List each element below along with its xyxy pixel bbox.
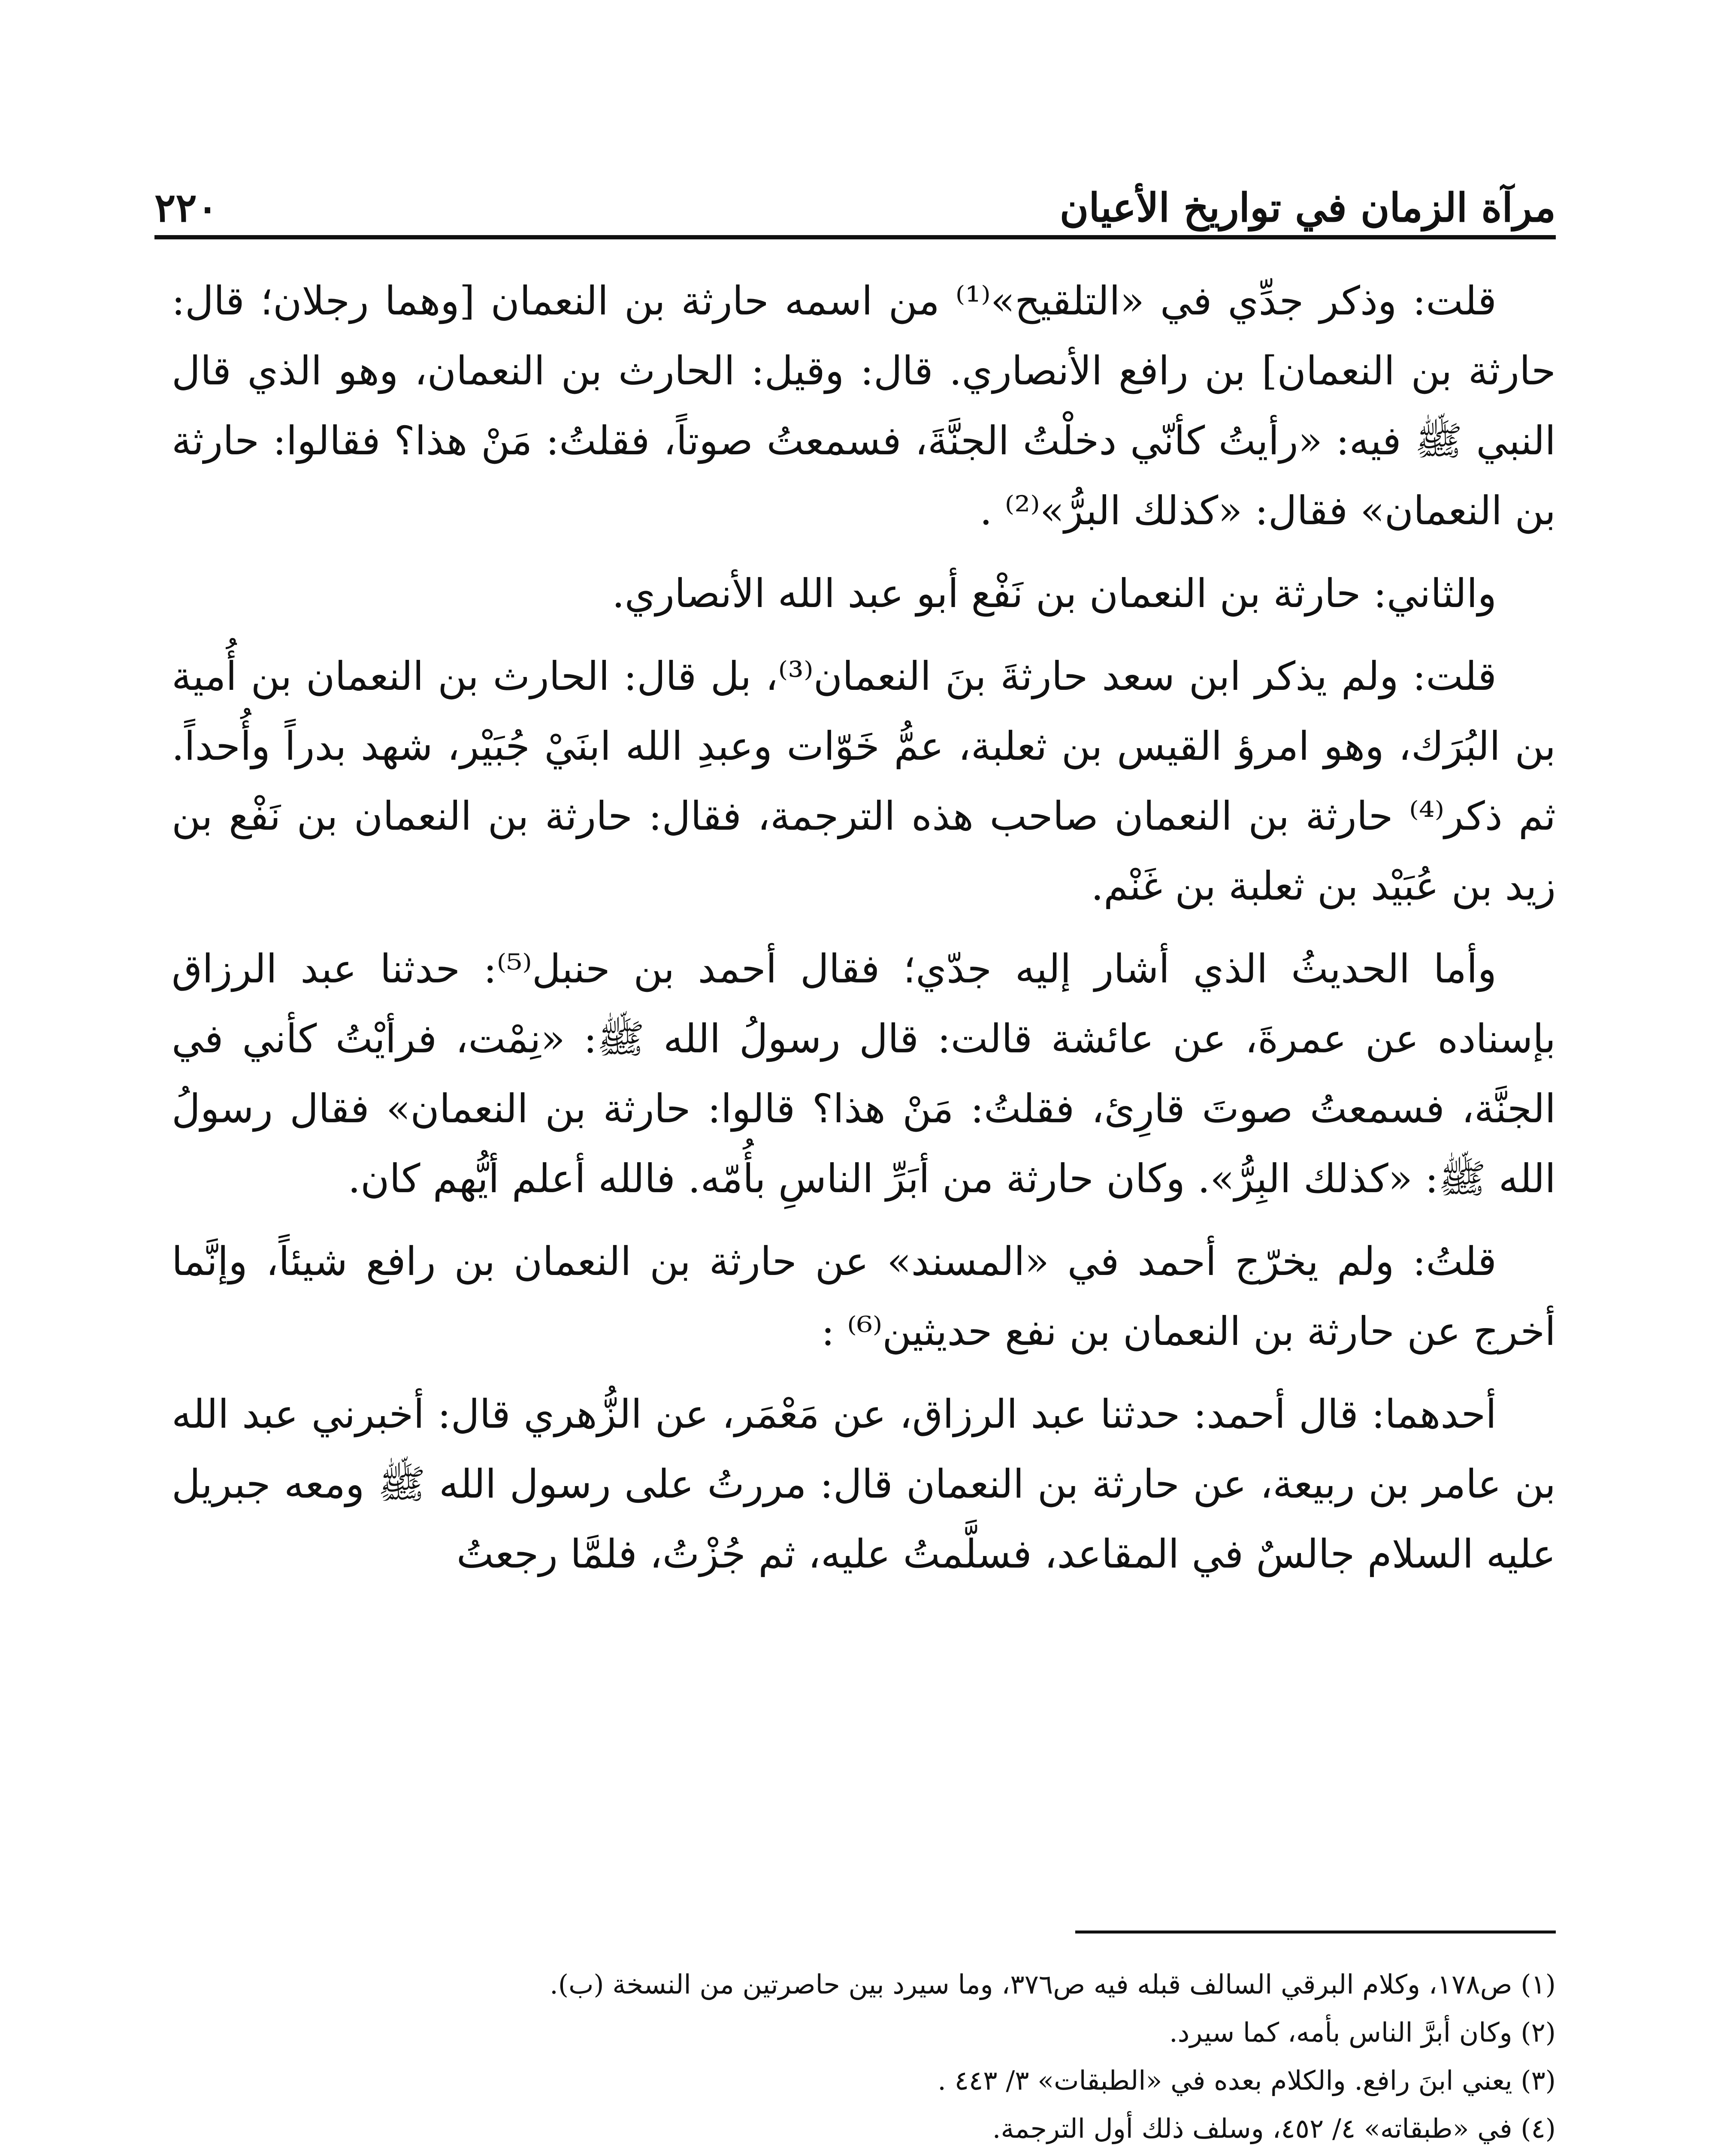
paragraph: قلت: وذكر جدِّي في «التلقيح»⁽¹⁾ من اسمه حارثة بن النعمان [وهما رجلان؛ قال: حارثة بن النعمان] بن رافع الأنصاري. قال: وقيل: الحارث بن النعمان، وهو الذي قال النبي ﷺ فيه: «رأيتُ كأنّي دخلْتُ الجنَّةَ، فسمعتُ صوتاً، فقلتُ: مَنْ هذا؟ فقالوا: حارثة بن النعمان» فقال: «كذلك البرُّ»⁽²⁾ . <box>172 278 1556 534</box>
page-number: ٢٢٠ <box>154 184 218 231</box>
footnote: (٣) يعني ابنَ رافع. والكلام بعده في «الطبقات» ٣/ ٤٤٣ . <box>938 2065 1556 2096</box>
footnotes <box>172 1961 1556 2145</box>
header-rule <box>154 235 1556 239</box>
footnote: (٢) وكان أبرَّ الناس بأمه، كما سيرد. <box>1169 2017 1556 2048</box>
paragraph: والثاني: حارثة بن النعمان بن نَفْع أبو عبد الله الأنصاري. <box>612 571 1497 616</box>
paragraph: قلت: ولم يذكر ابن سعد حارثةَ بنَ النعمان⁽³⁾، بل قال: الحارث بن النعمان بن أُمية بن البُرَك، وهو امرؤ القيس بن ثعلبة، عمُّ خَوّات وعبدِ الله ابنَيْ جُبَيْر، شهد بدراً وأُحداً. ثم ذكر⁽⁴⁾ حارثة بن النعمان صاحب هذه الترجمة، فقال: حارثة بن النعمان بن نَفْع بن زيد بن عُبَيْد بن ثعلبة بن غَنْم. <box>172 653 1556 909</box>
footnote-separator <box>1075 1930 1556 1934</box>
paragraph: وأما الحديثُ الذي أشار إليه جدّي؛ فقال أحمد بن حنبل⁽⁵⁾: حدثنا عبد الرزاق بإسناده عن عمرةَ، عن عائشة قالت: قال رسولُ الله ﷺ: «نِمْت، فرأيْتُ كأني في الجنَّة، فسمعتُ صوتَ قارِئ، فقلتُ: مَنْ هذا؟ قالوا: حارثة بن النعمان» فقال رسولُ الله ﷺ: «كذلك البِرُّ». وكان حارثة من أبَرِّ الناسِ بأُمّه. فالله أعلم أيُّهم كان. <box>172 946 1556 1202</box>
main-text <box>172 266 1556 1602</box>
page-header <box>154 163 1556 231</box>
paragraph: قلتُ: ولم يخرّج أحمد في «المسند» عن حارثة بن النعمان بن رافع شيئاً، وإنَّما أخرج عن حارثة بن النعمان بن نفع حديثين⁽⁶⁾ : <box>172 1239 1556 1354</box>
paragraph: أحدهما: قال أحمد: حدثنا عبد الرزاق، عن مَعْمَر، عن الزُّهري قال: أخبرني عبد الله بن عامر بن ربيعة، عن حارثة بن النعمان قال: مررتُ على رسول الله ﷺ ومعه جبريل عليه السلام جالسٌ في المقاعد، فسلَّمتُ عليه، ثم جُزْتُ، فلمَّا رجعتُ <box>172 1391 1556 1577</box>
footnote: (٤) في «طبقاته» ٤/ ٤٥٢، وسلف ذلك أول الترجمة. <box>992 2113 1556 2144</box>
running-title: مرآة الزمان في تواريخ الأعيان <box>1059 184 1556 231</box>
footnote: (١) ص١٧٨، وكلام البرقي السالف قبله فيه ص٣٧٦، وما سيرد بين حاصرتين من النسخة (ب). <box>550 1969 1556 2000</box>
